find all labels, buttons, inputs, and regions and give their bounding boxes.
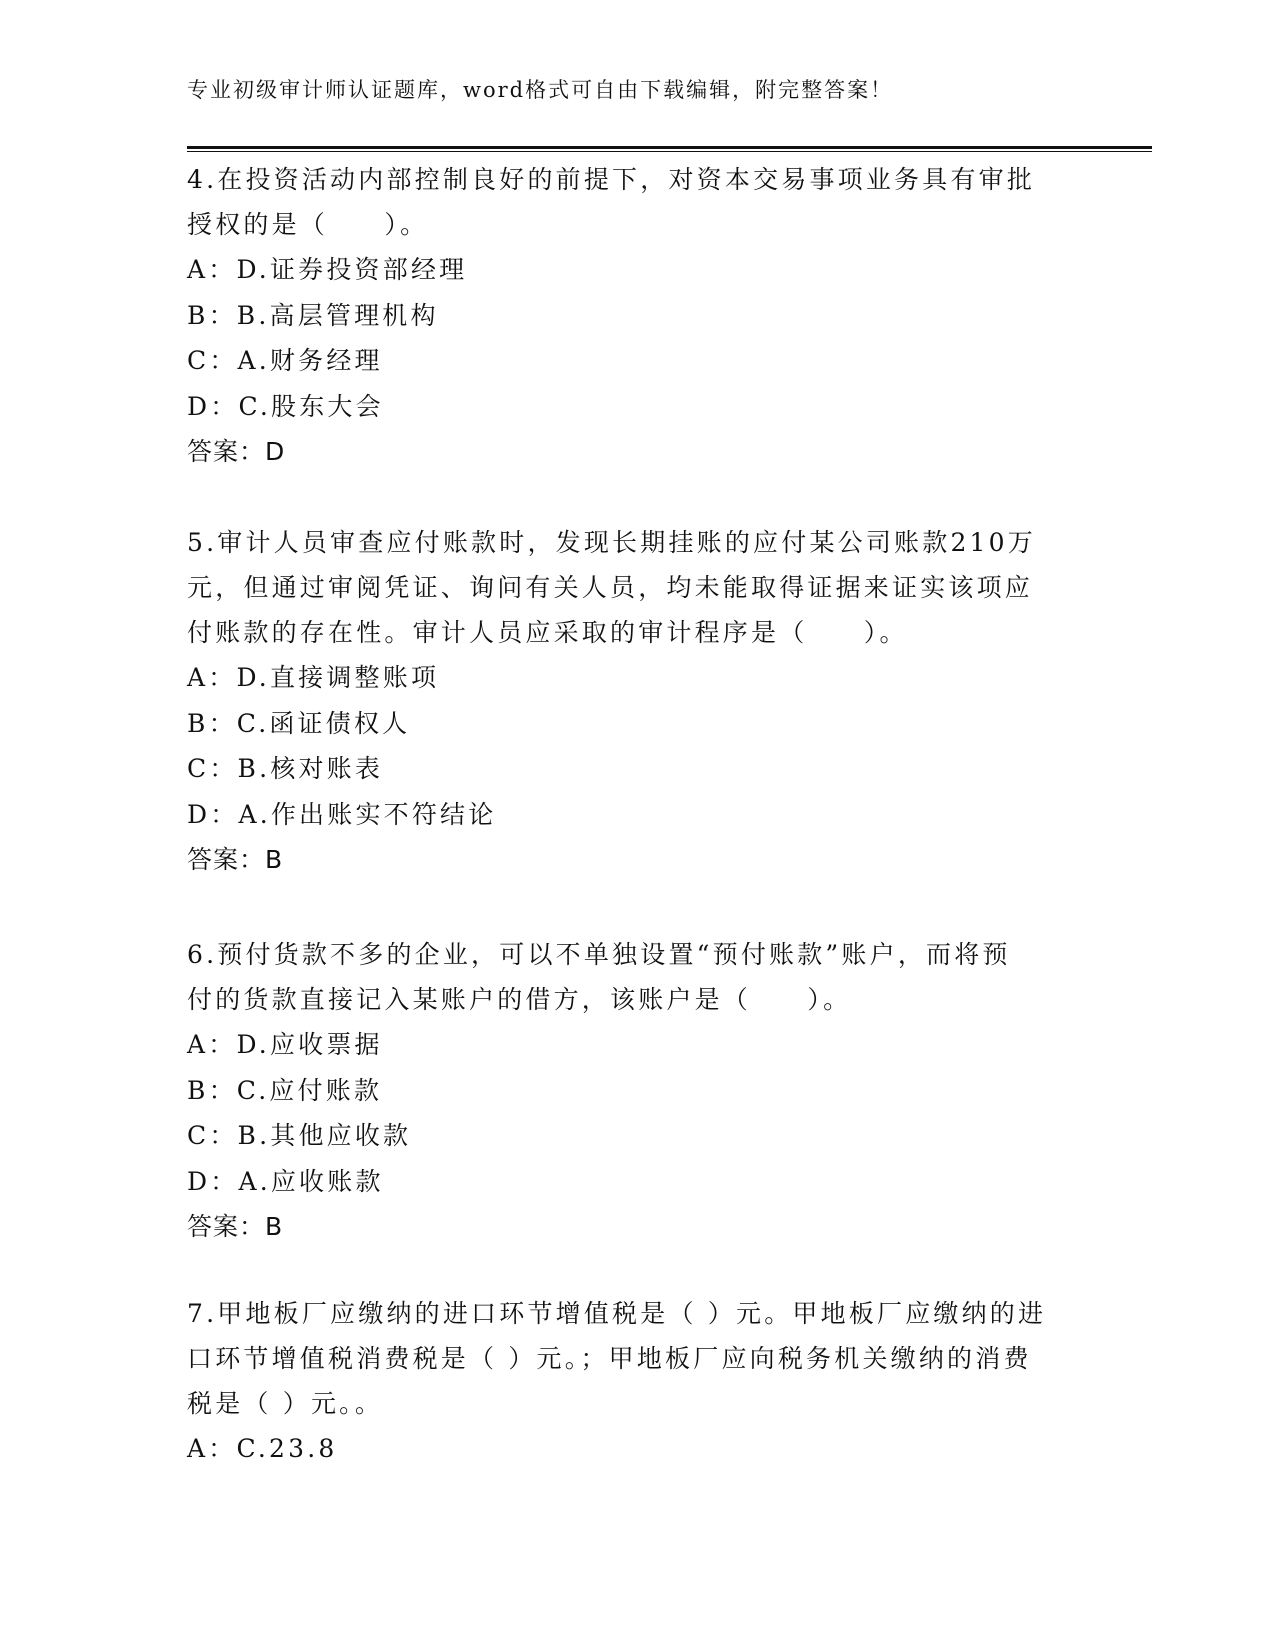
option-a: A：C.23.8 [187,1434,338,1463]
question-6 [187,932,1087,1249]
option-c: C：B.核对账表 [187,754,384,783]
option-c: C：B.其他应收款 [187,1121,412,1150]
question-4 [187,157,1087,474]
question-5 [187,520,1087,882]
option-b: B：C.应付账款 [187,1075,383,1105]
option-d: D：A.作出账实不符结论 [187,799,497,829]
question-stem-line: 4.在投资活动内部控制良好的前提下，对资本交易事项业务具有审批 [187,165,1036,194]
answer: 答案：B [187,1212,284,1241]
header-rule-thin [187,151,1152,152]
option-a: A：D.证券投资部经理 [187,255,468,284]
option-c: C：A.财务经理 [187,346,383,375]
question-stem-line: 付账款的存在性。审计人员应采取的审计程序是（ ）。 [187,618,908,647]
question-stem-line: 口环节增值税消费税是（ ）元。；甲地板厂应向税务机关缴纳的消费 [187,1344,1032,1373]
question-stem-line: 授权的是（ ）。 [187,210,429,239]
question-stem [187,932,1087,1022]
answer: 答案：D [187,437,286,466]
page-header: 专业初级审计师认证题库，word格式可自由下载编辑，附完整答案！ [187,78,894,102]
header-rule-thick [187,146,1152,149]
question-stem-line: 6.预付货款不多的企业，可以不单独设置“预付账款”账户，而将预 [187,940,1011,969]
question-stem-line: 元，但通过审阅凭证、询问有关人员，均未能取得证据来证实该项应 [187,573,1034,602]
question-stem [187,520,1087,655]
option-a: A：D.应收票据 [187,1030,383,1059]
question-7 [187,1291,1087,1472]
option-b: B：B.高层管理机构 [187,300,439,330]
option-a: A：D.直接调整账项 [187,663,440,692]
option-d: D：C.股东大会 [187,391,384,421]
question-stem [187,1291,1087,1426]
question-stem [187,157,1087,247]
option-d: D：A.应收账款 [187,1166,384,1196]
question-stem-line: 5.审计人员审查应付账款时，发现长期挂账的应付某公司账款210万 [187,528,1036,557]
option-b: B：C.函证债权人 [187,708,411,738]
question-stem-line: 7.甲地板厂应缴纳的进口环节增值税是（ ）元。甲地板厂应缴纳的进 [187,1299,1047,1328]
answer: 答案：B [187,845,284,874]
question-stem-line: 税是（ ）元。。 [187,1389,384,1418]
question-stem-line: 付的货款直接记入某账户的借方，该账户是（ ）。 [187,985,852,1014]
